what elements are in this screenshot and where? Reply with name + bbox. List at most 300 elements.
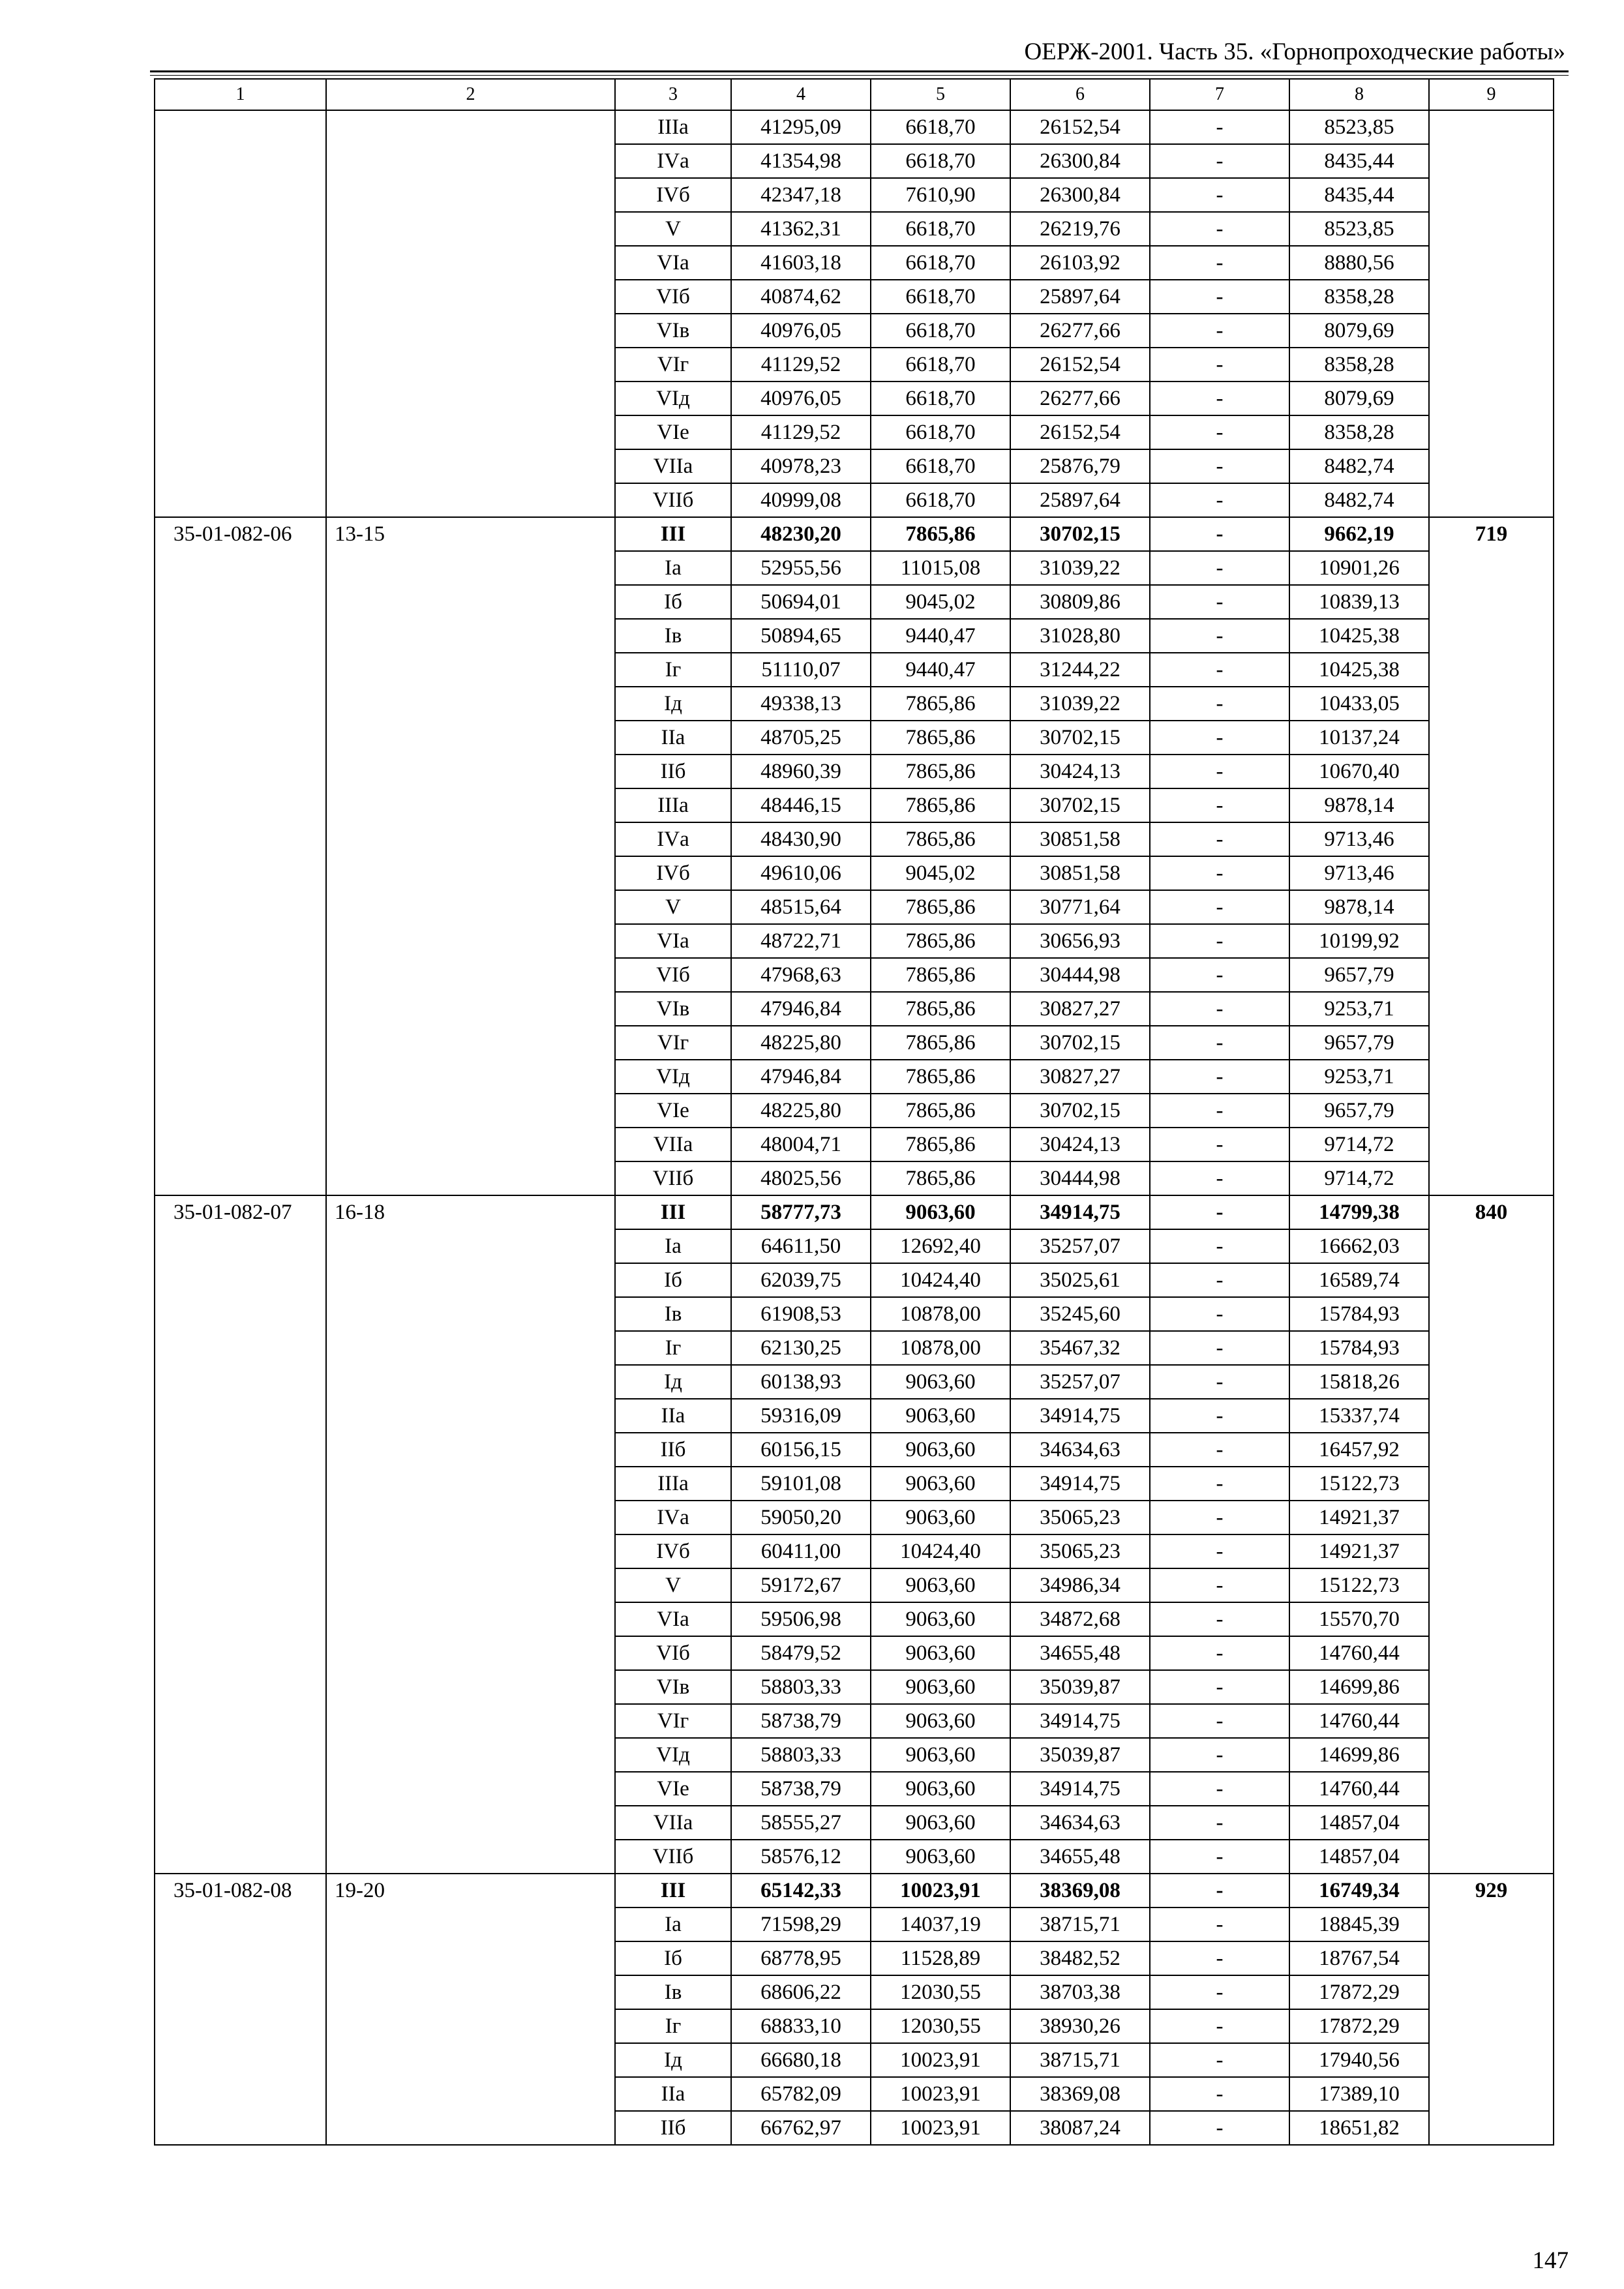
value-cell: 34914,75: [1010, 1772, 1150, 1806]
range-cell: 16-18: [326, 1195, 615, 1874]
value-cell: 42347,18: [731, 178, 871, 212]
value-cell: 9063,60: [871, 1772, 1010, 1806]
value-cell: 38715,71: [1010, 2043, 1150, 2077]
value-cell: -: [1150, 1636, 1289, 1670]
category-cell: III: [615, 1195, 731, 1229]
value-cell: 41603,18: [731, 246, 871, 280]
value-cell: 38369,08: [1010, 1874, 1150, 1908]
category-cell: VIIб: [615, 1840, 731, 1874]
value-cell: 9878,14: [1289, 788, 1429, 822]
category-cell: IVа: [615, 144, 731, 178]
category-cell: IIб: [615, 2111, 731, 2145]
value-cell: -: [1150, 1060, 1289, 1094]
value-cell: 7865,86: [871, 822, 1010, 856]
category-cell: VIIб: [615, 1161, 731, 1195]
value-cell: 9063,60: [871, 1399, 1010, 1433]
value-cell: 34914,75: [1010, 1704, 1150, 1738]
value-cell: 9440,47: [871, 653, 1010, 687]
value-cell: 7865,86: [871, 958, 1010, 992]
value-cell: 40976,05: [731, 314, 871, 348]
value-cell: -: [1150, 144, 1289, 178]
value-cell: 30702,15: [1010, 1094, 1150, 1128]
value-cell: 7865,86: [871, 1161, 1010, 1195]
category-cell: VIг: [615, 348, 731, 382]
value-cell: 25897,64: [1010, 280, 1150, 314]
value-cell: 9063,60: [871, 1501, 1010, 1534]
value-cell: 10023,91: [871, 2043, 1010, 2077]
value-cell: 9713,46: [1289, 822, 1429, 856]
value-cell: 30771,64: [1010, 890, 1150, 924]
value-cell: -: [1150, 348, 1289, 382]
category-cell: IIа: [615, 1399, 731, 1433]
value-cell: 31244,22: [1010, 653, 1150, 687]
category-cell: Iг: [615, 653, 731, 687]
value-cell: 9063,60: [871, 1433, 1010, 1467]
value-cell: 58555,27: [731, 1806, 871, 1840]
value-cell: 41295,09: [731, 110, 871, 144]
value-cell: 26103,92: [1010, 246, 1150, 280]
value-cell: 65782,09: [731, 2077, 871, 2111]
value-cell: 9878,14: [1289, 890, 1429, 924]
value-cell: 30656,93: [1010, 924, 1150, 958]
table-row: [155, 1874, 1554, 1908]
value-cell: 50894,65: [731, 619, 871, 653]
value-cell: 50694,01: [731, 585, 871, 619]
value-cell: 15122,73: [1289, 1467, 1429, 1501]
value-cell: 9063,60: [871, 1840, 1010, 1874]
value-cell: -: [1150, 1467, 1289, 1501]
value-cell: -: [1150, 856, 1289, 890]
category-cell: Iв: [615, 619, 731, 653]
category-cell: Iа: [615, 1908, 731, 1941]
value-cell: 59506,98: [731, 1602, 871, 1636]
category-cell: Iд: [615, 1365, 731, 1399]
value-cell: 34634,63: [1010, 1806, 1150, 1840]
value-cell: -: [1150, 382, 1289, 415]
value-cell: -: [1150, 1128, 1289, 1161]
value-cell: 35467,32: [1010, 1331, 1150, 1365]
value-cell: 40976,05: [731, 382, 871, 415]
value-cell: 14760,44: [1289, 1636, 1429, 1670]
value-cell: -: [1150, 280, 1289, 314]
value-cell: 6618,70: [871, 348, 1010, 382]
category-cell: VIг: [615, 1026, 731, 1060]
value-cell: 17389,10: [1289, 2077, 1429, 2111]
value-cell: 8880,56: [1289, 246, 1429, 280]
rates-table: [154, 78, 1554, 2146]
value-cell: 9045,02: [871, 585, 1010, 619]
category-cell: III: [615, 517, 731, 551]
value-cell: 26219,76: [1010, 212, 1150, 246]
category-cell: Iд: [615, 687, 731, 721]
rate-code-cell: [155, 110, 326, 517]
value-cell: 35257,07: [1010, 1229, 1150, 1263]
value-cell: 51110,07: [731, 653, 871, 687]
value-cell: 30827,27: [1010, 992, 1150, 1026]
value-cell: 30827,27: [1010, 1060, 1150, 1094]
value-cell: -: [1150, 551, 1289, 585]
value-cell: -: [1150, 110, 1289, 144]
value-cell: 9045,02: [871, 856, 1010, 890]
value-cell: 62130,25: [731, 1331, 871, 1365]
value-cell: 8358,28: [1289, 415, 1429, 449]
value-cell: -: [1150, 212, 1289, 246]
value-cell: 18845,39: [1289, 1908, 1429, 1941]
value-cell: 34655,48: [1010, 1840, 1150, 1874]
category-cell: IVа: [615, 1501, 731, 1534]
value-cell: 30444,98: [1010, 1161, 1150, 1195]
value-cell: -: [1150, 1297, 1289, 1331]
value-cell: 41354,98: [731, 144, 871, 178]
column-number-row: [155, 79, 1554, 110]
value-cell: 16749,34: [1289, 1874, 1429, 1908]
value-cell: 10424,40: [871, 1263, 1010, 1297]
value-cell: -: [1150, 1772, 1289, 1806]
value-cell: 7865,86: [871, 924, 1010, 958]
value-cell: 35025,61: [1010, 1263, 1150, 1297]
value-cell: -: [1150, 2009, 1289, 2043]
value-cell: -: [1150, 1806, 1289, 1840]
value-cell: 48225,80: [731, 1094, 871, 1128]
value-cell: 15122,73: [1289, 1568, 1429, 1602]
category-cell: VIб: [615, 958, 731, 992]
value-cell: 31028,80: [1010, 619, 1150, 653]
value-cell: 58738,79: [731, 1704, 871, 1738]
value-cell: 9657,79: [1289, 958, 1429, 992]
value-cell: 10425,38: [1289, 653, 1429, 687]
category-cell: IVб: [615, 1534, 731, 1568]
total-cell: [1429, 110, 1554, 517]
value-cell: 7865,86: [871, 1094, 1010, 1128]
rate-code-cell: 35-01-082-06: [155, 517, 326, 1195]
value-cell: 48722,71: [731, 924, 871, 958]
value-cell: -: [1150, 1908, 1289, 1941]
value-cell: 15570,70: [1289, 1602, 1429, 1636]
value-cell: 7865,86: [871, 721, 1010, 755]
value-cell: 17872,29: [1289, 2009, 1429, 2043]
value-cell: 25876,79: [1010, 449, 1150, 483]
rate-code-cell: 35-01-082-08: [155, 1874, 326, 2145]
value-cell: -: [1150, 1331, 1289, 1365]
category-cell: IVб: [615, 178, 731, 212]
value-cell: 8358,28: [1289, 348, 1429, 382]
category-cell: VIа: [615, 246, 731, 280]
value-cell: 14921,37: [1289, 1534, 1429, 1568]
value-cell: 38369,08: [1010, 2077, 1150, 2111]
value-cell: 9714,72: [1289, 1128, 1429, 1161]
category-cell: IVб: [615, 856, 731, 890]
value-cell: 9063,60: [871, 1467, 1010, 1501]
value-cell: -: [1150, 2077, 1289, 2111]
column-number: 1: [155, 79, 326, 110]
column-number: 7: [1150, 79, 1289, 110]
category-cell: III: [615, 1874, 731, 1908]
value-cell: 14921,37: [1289, 1501, 1429, 1534]
value-cell: -: [1150, 1975, 1289, 2009]
value-cell: 48430,90: [731, 822, 871, 856]
value-cell: -: [1150, 890, 1289, 924]
value-cell: 47946,84: [731, 1060, 871, 1094]
table-row: [155, 1195, 1554, 1229]
column-number: 2: [326, 79, 615, 110]
value-cell: 6618,70: [871, 280, 1010, 314]
value-cell: -: [1150, 1195, 1289, 1229]
value-cell: 8523,85: [1289, 212, 1429, 246]
value-cell: 26300,84: [1010, 144, 1150, 178]
value-cell: -: [1150, 449, 1289, 483]
value-cell: 14760,44: [1289, 1772, 1429, 1806]
range-cell: 13-15: [326, 517, 615, 1195]
column-number: 3: [615, 79, 731, 110]
value-cell: 66762,97: [731, 2111, 871, 2145]
value-cell: 35065,23: [1010, 1534, 1150, 1568]
value-cell: 65142,33: [731, 1874, 871, 1908]
value-cell: 9714,72: [1289, 1161, 1429, 1195]
value-cell: 9253,71: [1289, 992, 1429, 1026]
value-cell: 48705,25: [731, 721, 871, 755]
value-cell: -: [1150, 687, 1289, 721]
category-cell: V: [615, 1568, 731, 1602]
value-cell: 58479,52: [731, 1636, 871, 1670]
value-cell: 64611,50: [731, 1229, 871, 1263]
value-cell: 9063,60: [871, 1602, 1010, 1636]
header-rule-thin: [150, 75, 1569, 76]
value-cell: 6618,70: [871, 144, 1010, 178]
value-cell: -: [1150, 1433, 1289, 1467]
value-cell: 10878,00: [871, 1331, 1010, 1365]
value-cell: 30851,58: [1010, 822, 1150, 856]
value-cell: 40978,23: [731, 449, 871, 483]
value-cell: 58738,79: [731, 1772, 871, 1806]
value-cell: -: [1150, 2111, 1289, 2145]
value-cell: -: [1150, 1534, 1289, 1568]
value-cell: 34655,48: [1010, 1636, 1150, 1670]
value-cell: 30424,13: [1010, 755, 1150, 788]
category-cell: IIа: [615, 721, 731, 755]
value-cell: -: [1150, 1670, 1289, 1704]
value-cell: 8435,44: [1289, 178, 1429, 212]
value-cell: -: [1150, 246, 1289, 280]
value-cell: 40999,08: [731, 483, 871, 517]
category-cell: IIIа: [615, 788, 731, 822]
value-cell: 12692,40: [871, 1229, 1010, 1263]
value-cell: 48960,39: [731, 755, 871, 788]
value-cell: 9063,60: [871, 1806, 1010, 1840]
category-cell: Iб: [615, 585, 731, 619]
value-cell: 6618,70: [871, 314, 1010, 348]
value-cell: 6618,70: [871, 382, 1010, 415]
value-cell: 10839,13: [1289, 585, 1429, 619]
value-cell: 7865,86: [871, 890, 1010, 924]
value-cell: -: [1150, 1161, 1289, 1195]
value-cell: 30851,58: [1010, 856, 1150, 890]
value-cell: 9713,46: [1289, 856, 1429, 890]
value-cell: 31039,22: [1010, 551, 1150, 585]
value-cell: 41129,52: [731, 415, 871, 449]
value-cell: 58576,12: [731, 1840, 871, 1874]
value-cell: 14857,04: [1289, 1806, 1429, 1840]
range-cell: 19-20: [326, 1874, 615, 2145]
category-cell: IIIа: [615, 110, 731, 144]
value-cell: 7865,86: [871, 992, 1010, 1026]
value-cell: 7865,86: [871, 788, 1010, 822]
column-number: 8: [1289, 79, 1429, 110]
value-cell: 6618,70: [871, 246, 1010, 280]
value-cell: 16589,74: [1289, 1263, 1429, 1297]
category-cell: Iа: [615, 551, 731, 585]
value-cell: 8482,74: [1289, 449, 1429, 483]
value-cell: 68778,95: [731, 1941, 871, 1975]
table-body: [155, 79, 1554, 2145]
value-cell: -: [1150, 755, 1289, 788]
value-cell: 34914,75: [1010, 1399, 1150, 1433]
value-cell: 30444,98: [1010, 958, 1150, 992]
value-cell: 26300,84: [1010, 178, 1150, 212]
value-cell: 9063,60: [871, 1365, 1010, 1399]
value-cell: -: [1150, 721, 1289, 755]
value-cell: -: [1150, 585, 1289, 619]
value-cell: 9063,60: [871, 1670, 1010, 1704]
category-cell: VIб: [615, 1636, 731, 1670]
value-cell: -: [1150, 1738, 1289, 1772]
value-cell: -: [1150, 1365, 1289, 1399]
value-cell: 35065,23: [1010, 1501, 1150, 1534]
value-cell: -: [1150, 1263, 1289, 1297]
value-cell: 9253,71: [1289, 1060, 1429, 1094]
value-cell: 18651,82: [1289, 2111, 1429, 2145]
value-cell: -: [1150, 483, 1289, 517]
range-cell: [326, 110, 615, 517]
value-cell: 9662,19: [1289, 517, 1429, 551]
value-cell: -: [1150, 788, 1289, 822]
header-rule-thick: [150, 70, 1569, 72]
value-cell: -: [1150, 415, 1289, 449]
table-row: [155, 517, 1554, 551]
value-cell: 10424,40: [871, 1534, 1010, 1568]
value-cell: 6618,70: [871, 212, 1010, 246]
value-cell: 14799,38: [1289, 1195, 1429, 1229]
value-cell: 48225,80: [731, 1026, 871, 1060]
value-cell: 17940,56: [1289, 2043, 1429, 2077]
category-cell: VIIа: [615, 449, 731, 483]
value-cell: 15337,74: [1289, 1399, 1429, 1433]
value-cell: 40874,62: [731, 280, 871, 314]
category-cell: Iб: [615, 1263, 731, 1297]
value-cell: 34634,63: [1010, 1433, 1150, 1467]
value-cell: 38482,52: [1010, 1941, 1150, 1975]
value-cell: 9063,60: [871, 1738, 1010, 1772]
value-cell: 58803,33: [731, 1670, 871, 1704]
category-cell: VIIб: [615, 483, 731, 517]
category-cell: VIв: [615, 314, 731, 348]
total-cell: 719: [1429, 517, 1554, 1195]
value-cell: 38703,38: [1010, 1975, 1150, 2009]
value-cell: 11015,08: [871, 551, 1010, 585]
value-cell: 15784,93: [1289, 1297, 1429, 1331]
value-cell: 30702,15: [1010, 1026, 1150, 1060]
value-cell: 9063,60: [871, 1704, 1010, 1738]
category-cell: Iг: [615, 1331, 731, 1365]
value-cell: 48515,64: [731, 890, 871, 924]
value-cell: 8079,69: [1289, 314, 1429, 348]
value-cell: 8358,28: [1289, 280, 1429, 314]
value-cell: 30702,15: [1010, 788, 1150, 822]
value-cell: 47946,84: [731, 992, 871, 1026]
value-cell: 59050,20: [731, 1501, 871, 1534]
value-cell: 68833,10: [731, 2009, 871, 2043]
value-cell: 59101,08: [731, 1467, 871, 1501]
value-cell: -: [1150, 1229, 1289, 1263]
value-cell: 35039,87: [1010, 1670, 1150, 1704]
value-cell: 9657,79: [1289, 1026, 1429, 1060]
value-cell: 9063,60: [871, 1195, 1010, 1229]
value-cell: -: [1150, 1568, 1289, 1602]
value-cell: 7865,86: [871, 687, 1010, 721]
value-cell: -: [1150, 1941, 1289, 1975]
category-cell: Iб: [615, 1941, 731, 1975]
value-cell: 10670,40: [1289, 755, 1429, 788]
value-cell: 49338,13: [731, 687, 871, 721]
value-cell: 18767,54: [1289, 1941, 1429, 1975]
value-cell: -: [1150, 2043, 1289, 2077]
category-cell: Iа: [615, 1229, 731, 1263]
value-cell: 31039,22: [1010, 687, 1150, 721]
value-cell: 16457,92: [1289, 1433, 1429, 1467]
value-cell: 34914,75: [1010, 1467, 1150, 1501]
category-cell: VIд: [615, 1738, 731, 1772]
value-cell: 26277,66: [1010, 314, 1150, 348]
total-cell: 840: [1429, 1195, 1554, 1874]
value-cell: 48230,20: [731, 517, 871, 551]
value-cell: -: [1150, 1026, 1289, 1060]
category-cell: VIг: [615, 1704, 731, 1738]
column-number: 9: [1429, 79, 1554, 110]
value-cell: 12030,55: [871, 2009, 1010, 2043]
value-cell: -: [1150, 178, 1289, 212]
value-cell: 10901,26: [1289, 551, 1429, 585]
category-cell: VIе: [615, 1772, 731, 1806]
category-cell: VIд: [615, 1060, 731, 1094]
value-cell: 10199,92: [1289, 924, 1429, 958]
category-cell: Iв: [615, 1975, 731, 2009]
value-cell: 60411,00: [731, 1534, 871, 1568]
value-cell: 61908,53: [731, 1297, 871, 1331]
category-cell: IIIа: [615, 1467, 731, 1501]
value-cell: 9063,60: [871, 1636, 1010, 1670]
page-number: 147: [1532, 2247, 1569, 2274]
value-cell: 10433,05: [1289, 687, 1429, 721]
category-cell: VIIа: [615, 1806, 731, 1840]
value-cell: -: [1150, 1840, 1289, 1874]
page-header-title: ОЕРЖ-2001. Часть 35. «Горнопроходческие работы»: [1024, 38, 1565, 65]
value-cell: -: [1150, 653, 1289, 687]
value-cell: 58803,33: [731, 1738, 871, 1772]
value-cell: 59172,67: [731, 1568, 871, 1602]
value-cell: 8523,85: [1289, 110, 1429, 144]
category-cell: IIб: [615, 1433, 731, 1467]
value-cell: 14037,19: [871, 1908, 1010, 1941]
value-cell: 25897,64: [1010, 483, 1150, 517]
value-cell: 38087,24: [1010, 2111, 1150, 2145]
value-cell: 9063,60: [871, 1568, 1010, 1602]
value-cell: -: [1150, 1602, 1289, 1636]
value-cell: 30809,86: [1010, 585, 1150, 619]
value-cell: 68606,22: [731, 1975, 871, 2009]
value-cell: 7865,86: [871, 1128, 1010, 1161]
value-cell: 26152,54: [1010, 348, 1150, 382]
value-cell: -: [1150, 1399, 1289, 1433]
value-cell: 9657,79: [1289, 1094, 1429, 1128]
